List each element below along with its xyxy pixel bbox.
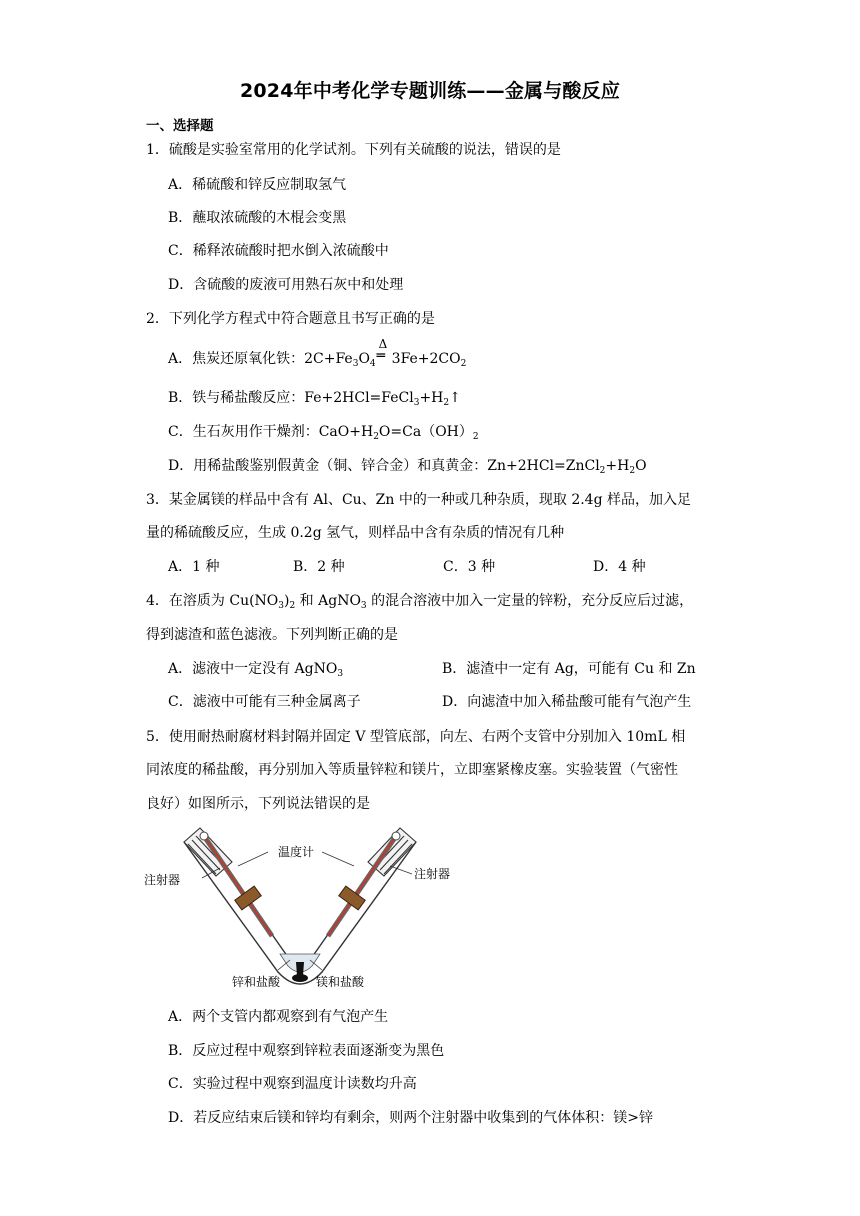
heating-condition-sign bbox=[376, 337, 391, 364]
option-text: O=Ca（OH） bbox=[378, 424, 473, 440]
question-2-option-b[interactable] bbox=[168, 389, 461, 407]
question-3-option-a[interactable]: A．1 种 bbox=[168, 559, 220, 575]
question-4-option-d[interactable]: D．向滤渣中加入稀盐酸可能有气泡产生 bbox=[442, 694, 692, 710]
question-2-option-a[interactable] bbox=[168, 337, 467, 369]
question-4-stem-line-1 bbox=[146, 592, 693, 610]
subscript: 3 bbox=[278, 601, 285, 611]
question-4-stem-line-2: 得到滤渣和蓝色滤液。下列判断正确的是 bbox=[146, 627, 398, 643]
equals-symbol: ═ bbox=[376, 348, 386, 364]
left-thermometer bbox=[200, 832, 272, 936]
option-text: B．铁与稀盐酸反应：Fe+2HCl=FeCl bbox=[168, 390, 414, 406]
v-tube-apparatus-figure bbox=[140, 826, 470, 994]
subscript: 2 bbox=[472, 432, 479, 442]
option-text: A．焦炭还原氧化铁：2C+Fe bbox=[168, 351, 353, 367]
question-1-option-d[interactable]: D．含硫酸的废液可用熟石灰中和处理 bbox=[168, 277, 404, 293]
subscript: 3 bbox=[337, 669, 344, 679]
delta-symbol: Δ bbox=[378, 337, 388, 351]
question-2-option-d[interactable] bbox=[168, 457, 647, 475]
right-thermometer bbox=[328, 832, 400, 936]
stem-text: ) bbox=[284, 593, 290, 609]
stem-text: 和 AgNO bbox=[295, 593, 361, 609]
question-4-option-b[interactable]: B．滤渣中一定有 Ag，可能有 Cu 和 Zn bbox=[442, 661, 696, 677]
subscript: 2 bbox=[460, 359, 467, 369]
question-5-stem-line-1: 5．使用耐热耐腐材料封隔并固定 V 型管底部，向左、右两个支管中分别加入 10mL 相 bbox=[146, 729, 686, 745]
question-5-stem-line-3: 良好）如图所示，下列说法错误的是 bbox=[146, 796, 370, 812]
page-title: 2024年中考化学专题训练——金属与酸反应 bbox=[239, 80, 621, 102]
option-text: +H bbox=[419, 390, 444, 406]
question-5-option-b[interactable]: B．反应过程中观察到锌粒表面逐渐变为黑色 bbox=[168, 1043, 445, 1059]
option-text: A．滤液中一定没有 AgNO bbox=[168, 661, 338, 677]
subscript: 2 bbox=[289, 601, 296, 611]
option-text: O bbox=[358, 351, 370, 367]
subscript: 4 bbox=[369, 359, 376, 369]
magnesium-acid-label: 镁和盐酸 bbox=[316, 975, 365, 989]
option-text: O bbox=[635, 458, 647, 474]
subscript: 2 bbox=[443, 398, 450, 408]
question-3-stem-line-1: 3．某金属镁的样品中含有 Al、Cu、Zn 中的一种或几种杂质，现取 2.4g 样品，加入足 bbox=[146, 492, 691, 508]
subscript: 3 bbox=[360, 601, 367, 611]
question-4-option-c[interactable]: C．滤液中可能有三种金属离子 bbox=[168, 694, 361, 710]
option-text: C．生石灰用作干燥剂：CaO+H bbox=[168, 424, 374, 440]
subscript: 3 bbox=[413, 398, 420, 408]
question-5-option-c[interactable]: C．实验过程中观察到温度计读数均升高 bbox=[168, 1076, 417, 1092]
left-syringe-label: 注射器 bbox=[144, 873, 181, 887]
option-text: D．用稀盐酸鉴别假黄金（铜、锌合金）和真黄金：Zn+2HCl=ZnCl bbox=[168, 458, 600, 474]
question-5-stem-line-2: 同浓度的稀盐酸，再分别加入等质量锌粒和镁片，立即塞紧橡皮塞。实验装置（气密性 bbox=[146, 762, 678, 778]
question-2-stem: 2．下列化学方程式中符合题意且书写正确的是 bbox=[146, 311, 435, 327]
right-syringe-label: 注射器 bbox=[414, 867, 451, 881]
section-heading: 一、选择题 bbox=[146, 118, 214, 134]
question-1-option-b[interactable]: B．蘸取浓硫酸的木棍会变黑 bbox=[168, 210, 347, 226]
option-text: ↑ bbox=[449, 390, 461, 406]
stem-text: 4．在溶质为 Cu(NO bbox=[146, 593, 279, 609]
question-1-option-a[interactable]: A．稀硫酸和锌反应制取氢气 bbox=[168, 177, 347, 193]
subscript: 3 bbox=[352, 359, 359, 369]
question-5-option-d[interactable]: D．若反应结束后镁和锌均有剩余，则两个注射器中收集到的气体体积：镁>锌 bbox=[168, 1110, 653, 1126]
zinc-acid-label: 锌和盐酸 bbox=[232, 975, 281, 989]
subscript: 2 bbox=[599, 466, 606, 476]
thermometer-label: 温度计 bbox=[278, 845, 315, 859]
question-5-option-a[interactable]: A．两个支管内都观察到有气泡产生 bbox=[168, 1009, 389, 1025]
question-4-option-a[interactable] bbox=[168, 660, 343, 678]
tube-base-seal bbox=[292, 974, 308, 982]
stem-text: 的混合溶液中加入一定量的锌粉，充分反应后过滤， bbox=[366, 593, 694, 609]
subscript: 2 bbox=[629, 466, 636, 476]
question-2-option-c[interactable] bbox=[168, 423, 479, 441]
question-3-option-b[interactable]: B．2 种 bbox=[293, 559, 345, 575]
question-3-option-c[interactable]: C．3 种 bbox=[443, 559, 496, 575]
question-3-stem-line-2: 量的稀硫酸反应，生成 0.2g 氢气，则样品中含有杂质的情况有几种 bbox=[146, 525, 565, 541]
subscript: 2 bbox=[373, 432, 379, 442]
option-text: 3Fe+2CO bbox=[391, 351, 461, 367]
option-text: +H bbox=[605, 458, 630, 474]
question-1-option-c[interactable]: C．稀释浓硫酸时把水倒入浓硫酸中 bbox=[168, 243, 389, 259]
question-3-option-d[interactable]: D．4 种 bbox=[593, 559, 646, 575]
question-1-stem: 1．硫酸是实验室常用的化学试剂。下列有关硫酸的说法，错误的是 bbox=[146, 142, 561, 158]
